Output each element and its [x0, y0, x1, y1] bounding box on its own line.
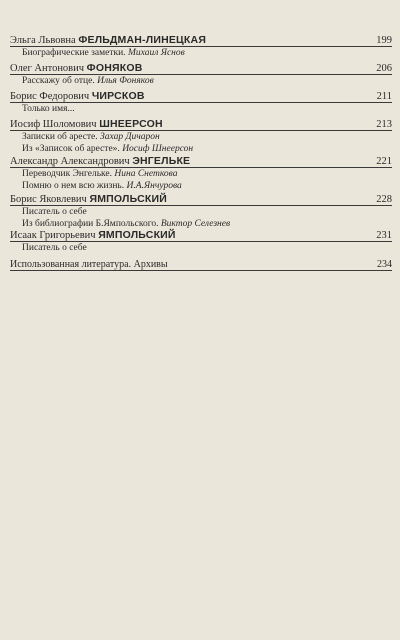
toc-entry [10, 34, 392, 59]
article-line [22, 143, 392, 155]
leader-rule [10, 270, 392, 271]
entry-heading [10, 34, 392, 47]
leader-rule [10, 74, 392, 75]
leader-rule [10, 102, 392, 103]
toc-entry [10, 229, 392, 254]
article-title: Писатель о себе [22, 243, 87, 253]
article-author: Виктор Селезнев [160, 219, 231, 229]
page-number: 199 [376, 35, 392, 46]
author-first-name: Эльга Львовна [10, 35, 76, 46]
article-author: Иосиф Шнеерсон [122, 144, 194, 154]
author-first-name: Олег Антонович [10, 63, 85, 74]
author-surname: ЧИРСКОВ [91, 90, 145, 102]
leader-rule [10, 46, 392, 47]
page-number: 234 [377, 259, 392, 270]
toc-entry [10, 62, 392, 87]
article-line [22, 131, 392, 143]
author-surname: ЯМПОЛЬСКИЙ [98, 229, 176, 241]
page-number: 206 [376, 63, 392, 74]
author-surname: ФЕЛЬДМАН-ЛИНЕЦКАЯ [78, 34, 207, 46]
author-surname: ЯМПОЛЬСКИЙ [89, 193, 167, 205]
leader-rule [10, 130, 392, 131]
author-first-name: Борис Яковлевич [10, 194, 87, 205]
article-title: Расскажу об отце. [22, 76, 95, 86]
article-line [22, 206, 392, 218]
author-first-name: Иосиф Шоломович [10, 119, 97, 130]
page-number: 228 [376, 194, 392, 205]
article-title: Из библиографии Б.Ямпольского. [22, 219, 159, 229]
article-author: Захар Дичарон [100, 132, 160, 142]
page-number: 213 [376, 119, 392, 130]
author-first-name: Александр Александрович [10, 156, 130, 167]
entry-heading [10, 118, 392, 131]
article-title: Только имя... [22, 104, 75, 114]
article-author: Илья Фоняков [97, 76, 154, 86]
article-line [22, 47, 392, 59]
page-number: 211 [376, 91, 392, 102]
entry-heading [10, 229, 392, 242]
article-title: Переводчик Энгельке. [22, 169, 113, 179]
article-line [22, 242, 392, 254]
toc-entry [10, 155, 392, 192]
article-line [22, 180, 392, 192]
article-title: Помню о нем всю жизнь. [22, 181, 125, 191]
article-author: Михаил Яснов [127, 48, 185, 58]
leader-rule [10, 205, 392, 206]
author-surname: ШНЕЕРСОН [99, 118, 163, 130]
author-first-name: Борис Федорович [10, 91, 90, 102]
entry-heading [10, 155, 392, 168]
article-line [22, 75, 392, 87]
author-surname: ЭНГЕЛЬКЕ [132, 155, 191, 167]
toc-entry [10, 90, 392, 115]
entry-heading [10, 90, 392, 103]
leader-rule [10, 167, 392, 168]
article-author: И.А.Янчурова [126, 181, 182, 191]
page-number: 221 [376, 156, 392, 167]
page-number: 231 [376, 230, 392, 241]
author-surname: ФОНЯКОВ [86, 62, 143, 74]
author-first-name: Исаак Григорьевич [10, 230, 96, 241]
article-line [22, 103, 392, 115]
leader-rule [10, 241, 392, 242]
article-title: Писатель о себе [22, 207, 87, 217]
entry-heading [10, 193, 392, 206]
toc-entry [10, 118, 392, 155]
literature-entry [10, 258, 392, 271]
toc-entry [10, 193, 392, 230]
article-author: Нина Снеткова [114, 169, 178, 179]
article-title: Из «Записок об аресте». [22, 144, 120, 154]
article-title: Биографические заметки. [22, 48, 126, 58]
entry-heading [10, 62, 392, 75]
article-line [22, 168, 392, 180]
literature-title: Использованная литература. Архивы [10, 259, 168, 270]
article-title: Записки об аресте. [22, 132, 98, 142]
